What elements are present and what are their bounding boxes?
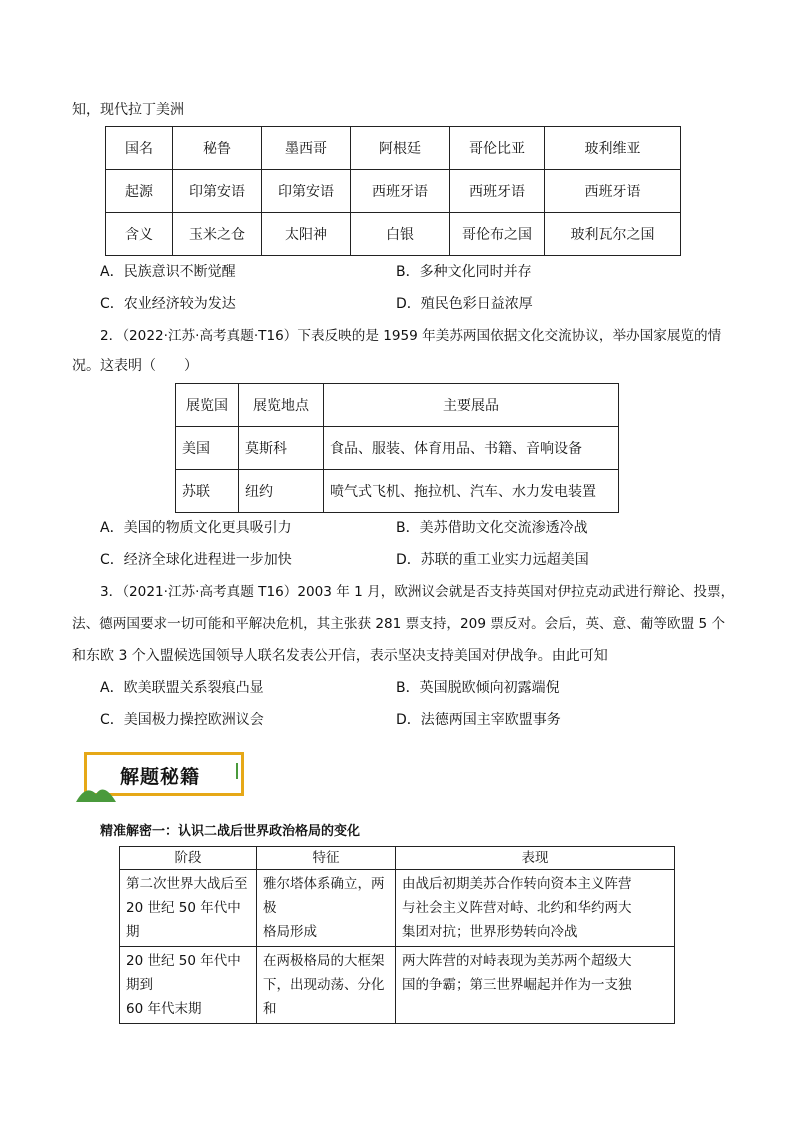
table-header: 主要展品 (324, 384, 619, 427)
cell-line: 集团对抗；世界形势转向冷战 (402, 924, 578, 940)
table-cell: 阿根廷 (351, 127, 450, 170)
exhibition-table (175, 383, 619, 513)
q2-stem-line2: 况。这表明（ ） (72, 358, 198, 374)
table-row (120, 947, 675, 1024)
table-cell: 太阳神 (262, 213, 351, 256)
q3-stem-line1: 3．（2021·江苏·高考真题 T16）2003 年 1 月，欧洲议会就是否支持英国对伊拉克动武进行辩论、投票， (100, 584, 735, 600)
table-cell: 苏联 (176, 470, 239, 513)
table-row (120, 870, 675, 947)
table-cell: 纽约 (239, 470, 324, 513)
table-cell-feature (257, 947, 396, 1024)
cell-line: 雅尔塔体系确立，两极 (263, 876, 385, 916)
table-cell: 印第安语 (173, 170, 262, 213)
cell-line: 国的争霸；第三世界崛起并作为一支独 (402, 977, 632, 993)
cell-line: 格局形成 (263, 924, 317, 940)
q2-option-d: D．苏联的重工业实力远超美国 (396, 552, 589, 568)
q2-option-b: B．美苏借助文化交流渗透冷战 (396, 520, 588, 536)
table-cell: 玉米之仓 (173, 213, 262, 256)
q3-option-a: A．欧美联盟关系裂痕凸显 (100, 680, 264, 696)
q2-stem-line1: 2．（2022·江苏·高考真题·T16）下表反映的是 1959 年美苏两国依据文化交流协议，举办国家展览的情 (100, 328, 722, 344)
q1-option-d: D．殖民色彩日益浓厚 (396, 296, 533, 312)
cell-line: 两大阵营的对峙表现为美苏两个超级大 (402, 953, 632, 969)
cell-line: 第二次世界大战后至 (126, 876, 248, 892)
table-row (106, 170, 681, 213)
cell-line: 60 年代末期 (126, 1001, 202, 1017)
table-cell: 哥伦布之国 (450, 213, 545, 256)
table-cell-stage (120, 870, 257, 947)
q3-option-d: D．法德两国主宰欧盟事务 (396, 712, 561, 728)
table-cell: 美国 (176, 427, 239, 470)
q3-option-c: C．美国极力操控欧洲议会 (100, 712, 264, 728)
table-cell: 西班牙语 (351, 170, 450, 213)
table-cell: 白银 (351, 213, 450, 256)
q1-option-c: C．农业经济较为发达 (100, 296, 236, 312)
table-header: 展览地点 (239, 384, 324, 427)
table-cell: 起源 (106, 170, 173, 213)
table-header: 表现 (396, 847, 675, 870)
q2-option-a: A．美国的物质文化更具吸引力 (100, 520, 292, 536)
intro-line: 知，现代拉丁美洲 (72, 102, 184, 118)
cell-line: 20 世纪 50 年代中期到 (126, 953, 241, 993)
table-cell: 食品、服装、体育用品、书籍、音响设备 (324, 427, 619, 470)
table-cell: 西班牙语 (450, 170, 545, 213)
table-cell: 玻利维亚 (545, 127, 681, 170)
latin-america-names-table (105, 126, 681, 256)
table-cell-stage (120, 947, 257, 1024)
cell-line: 与社会主义阵营对峙、北约和华约两大 (402, 900, 632, 916)
table-header: 展览国 (176, 384, 239, 427)
badge-accent-mark (236, 763, 238, 779)
table-header: 阶段 (120, 847, 257, 870)
table-header-row (120, 847, 675, 870)
table-row (176, 427, 619, 470)
table-cell: 莫斯科 (239, 427, 324, 470)
cell-line: 下，出现动荡、分化和 (263, 977, 385, 1017)
q3-stem-line3: 和东欧 3 个入盟候选国领导人联名发表公开信，表示坚决支持美国对伊战争。由此可知 (72, 648, 608, 664)
table-row (106, 213, 681, 256)
table-cell: 印第安语 (262, 170, 351, 213)
table-cell: 喷气式飞机、拖拉机、汽车、水力发电装置 (324, 470, 619, 513)
postwar-politics-table (119, 846, 675, 1024)
hill-icon (76, 780, 118, 804)
table-header: 特征 (257, 847, 396, 870)
q3-option-b: B．英国脱欧倾向初露端倪 (396, 680, 560, 696)
table-cell: 哥伦比亚 (450, 127, 545, 170)
table-cell-detail (396, 870, 675, 947)
cell-line: 由战后初期美苏合作转向资本主义阵营 (402, 876, 632, 892)
table-header-row (176, 384, 619, 427)
q2-option-c: C．经济全球化进程进一步加快 (100, 552, 292, 568)
table-row (106, 127, 681, 170)
q1-option-a: A．民族意识不断觉醒 (100, 264, 236, 280)
table-cell: 含义 (106, 213, 173, 256)
table-cell-detail (396, 947, 675, 1024)
q1-option-b: B．多种文化同时并存 (396, 264, 532, 280)
table-row (176, 470, 619, 513)
table-cell: 墨西哥 (262, 127, 351, 170)
table-cell: 玻利瓦尔之国 (545, 213, 681, 256)
tip-title: 精准解密一：认识二战后世界政治格局的变化 (100, 824, 361, 839)
q3-stem-line2: 法、德两国要求一切可能和平解决危机，其主张获 281 票支持，209 票反对。会后，英、意、葡等欧盟 5 个 (72, 616, 726, 632)
table-cell: 秘鲁 (173, 127, 262, 170)
section-badge-title: 解题秘籍 (120, 766, 201, 788)
table-cell-feature (257, 870, 396, 947)
cell-line: 20 世纪 50 年代中期 (126, 900, 241, 940)
table-cell: 国名 (106, 127, 173, 170)
cell-line: 在两极格局的大框架 (263, 953, 385, 969)
table-cell: 西班牙语 (545, 170, 681, 213)
